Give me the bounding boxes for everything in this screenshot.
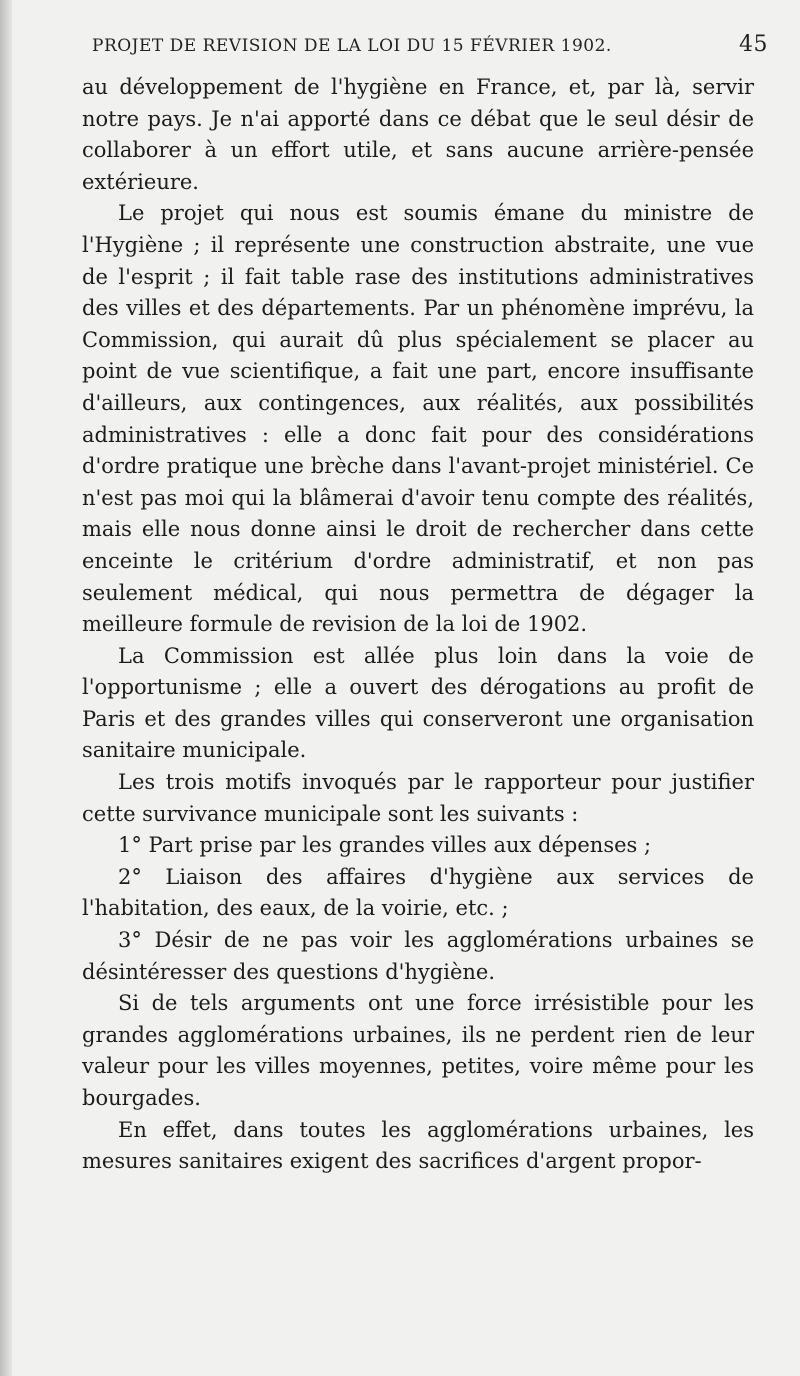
- list-item-2: 2° Liaison des affaires d'hygiène aux services de l'habitation, des eaux, de la voirie, etc. ;: [82, 864, 754, 921]
- body-text: [82, 72, 754, 1178]
- paragraph: Le projet qui nous est soumis émane du ministre de l'Hygiène ; il représente une construction abstraite, une vue de l'esprit ; il fait table rase des institutions administratives des villes et des départements. Par un phénomène imprévu, la Commission, qui aurait dû plus spécialement se placer au point de vue scientifique, a fait une part, encore insuffisante d'ailleurs, aux contingences, aux réalités, aux possibilités administratives : elle a donc fait pour des considérations d'ordre pratique une brèche dans l'avant-projet ministériel. Ce n'est pas moi qui la blâmerai d'avoir tenu compte des réalités, mais elle nous donne ainsi le droit de rechercher dans cette enceinte le critérium d'ordre administratif, et non pas seulement médical, qui nous permettra de dégager la meilleure formule de revision de la loi de 1902.: [82, 201, 754, 637]
- running-head: [92, 32, 768, 62]
- paragraph: En effet, dans toutes les agglomérations urbaines, les mesures sanitaires exigent des sacrifices d'argent propor-: [82, 1117, 754, 1174]
- page-gutter-shadow: [0, 0, 12, 1376]
- paragraph-continued: au développement de l'hygiène en France, et, par là, servir notre pays. Je n'ai apporté dans ce débat que le seul désir de collaborer à un effort utile, et sans aucune arrière-pensée extérieure.: [82, 75, 754, 194]
- list-item-3: 3° Désir de ne pas voir les agglomérations urbaines se désintéresser des questions d'hygiène.: [82, 928, 754, 984]
- page-number: 45: [739, 32, 768, 57]
- list-item-1: 1° Part prise par les grandes villes aux dépenses ;: [118, 833, 652, 858]
- paragraph: Les trois motifs invoqués par le rapporteur pour justifier cette survivance municipale sont les suivants :: [82, 770, 754, 826]
- paragraph: Si de tels arguments ont une force irrésistible pour les grandes agglomérations urbaines, ils ne perdent rien de leur valeur pour les villes moyennes, petites, voire même pour les bourgades.: [82, 991, 754, 1110]
- running-head-title: PROJET DE REVISION DE LA LOI DU 15 FÉVRIER 1902.: [92, 36, 612, 56]
- paragraph: La Commission est allée plus loin dans la voie de l'opportunisme ; elle a ouvert des dérogations au profit de Paris et des grandes villes qui conserveront une organisation sanitaire municipale.: [82, 643, 754, 763]
